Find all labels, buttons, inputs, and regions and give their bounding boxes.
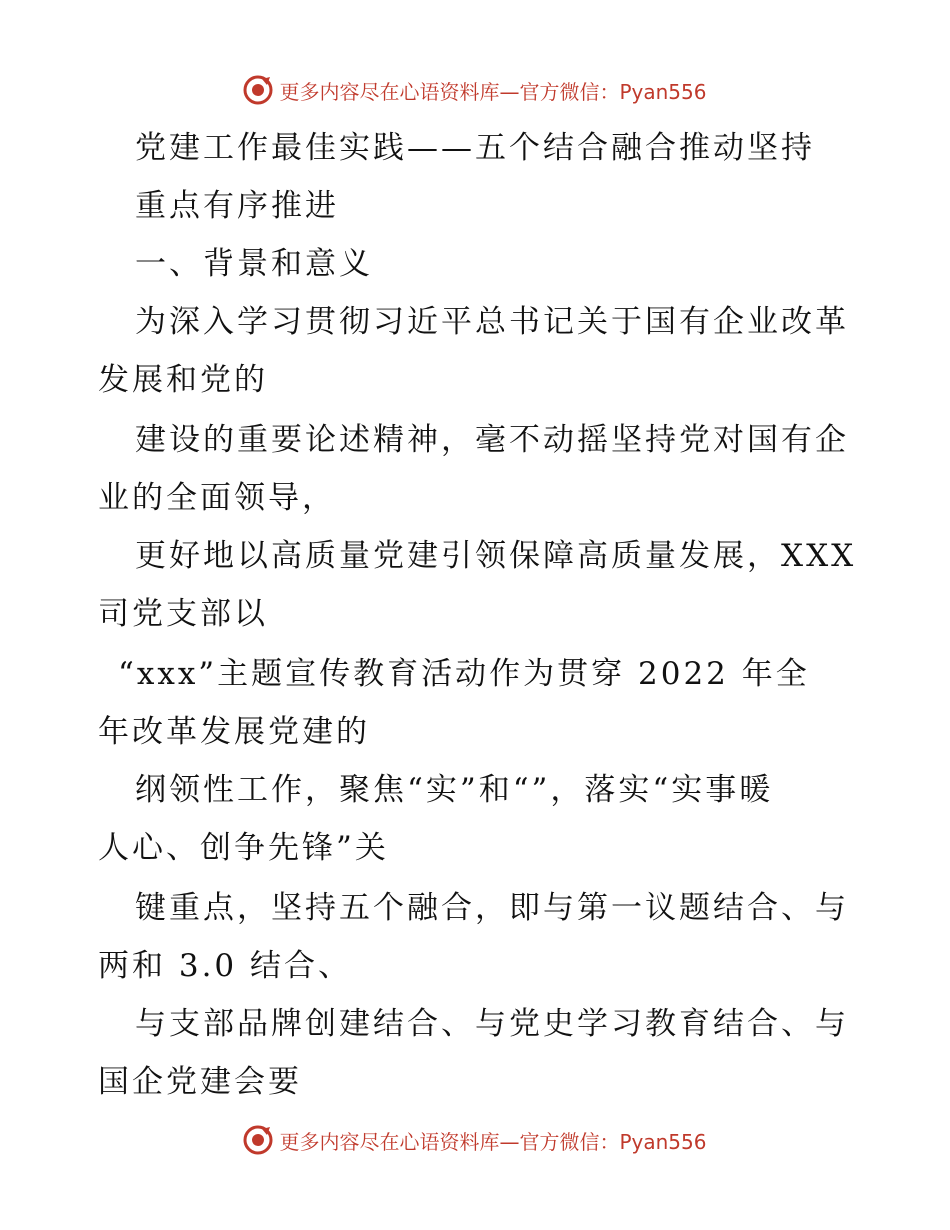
- footer-banner-text: 更多内容尽在心语资料库—官方微信：Pyan556: [279, 1129, 707, 1154]
- paragraph-line: 更好地以高质量党建引领保障高质量发展，XXX: [135, 538, 857, 574]
- paragraph-line: 为深入学习贯彻习近平总书记关于国有企业改革: [135, 304, 849, 340]
- paragraph-line: 与支部品牌创建结合、与党史学习教育结合、与: [135, 1006, 849, 1042]
- paragraph-line: 人心、创争先锋”关: [98, 830, 389, 866]
- paragraph-line: “xxx”主题宣传教育活动作为贯穿 2022 年全: [118, 656, 810, 692]
- section-heading: 一、背景和意义: [135, 246, 373, 282]
- paragraph-line: 纲领性工作，聚焦“实”和“”，落实“实事暖: [135, 772, 774, 808]
- paragraph-line: 键重点，坚持五个融合，即与第一议题结合、与: [135, 890, 849, 926]
- paragraph-line: 两和 3.0 结合、: [98, 948, 353, 984]
- paragraph-line: 国企党建会要: [98, 1064, 302, 1100]
- paragraph-line: 发展和党的: [98, 362, 268, 398]
- header-banner-text: 更多内容尽在心语资料库—官方微信：Pyan556: [279, 79, 707, 104]
- title-line-2: 重点有序推进: [135, 188, 339, 224]
- footer-banner: [0, 1120, 950, 1160]
- paragraph-line: 业的全面领导，: [98, 480, 336, 516]
- paragraph-line: 司党支部以: [98, 596, 268, 632]
- logo-icon: [243, 1125, 273, 1155]
- paragraph-line: 建设的重要论述精神，毫不动摇坚持党对国有企: [135, 422, 849, 458]
- title-line-1: 党建工作最佳实践——五个结合融合推动坚持: [135, 130, 815, 166]
- paragraph-line: 年改革发展党建的: [98, 714, 370, 750]
